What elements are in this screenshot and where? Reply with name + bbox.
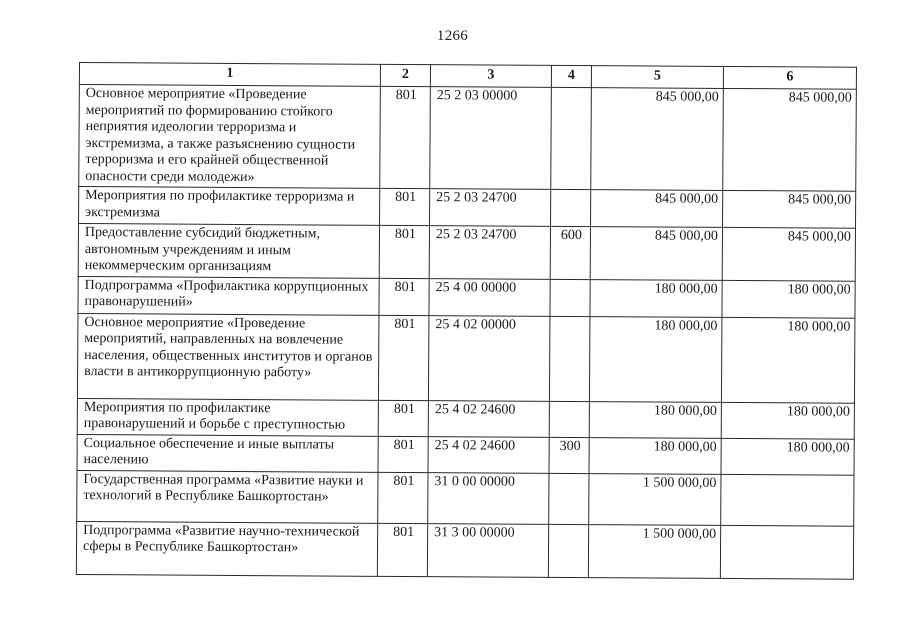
table-row xyxy=(76,521,853,579)
row-csr: 31 3 00 00000 xyxy=(427,523,548,577)
row-code: 801 xyxy=(378,400,428,436)
row-amount-2: 845 000,00 xyxy=(723,88,857,191)
row-csr: 25 4 02 24600 xyxy=(428,436,549,473)
row-vr xyxy=(549,473,589,524)
row-name: Подпрограмма «Профилактика коррупционных правонарушений» xyxy=(78,276,379,315)
row-name: Подпрограмма «Развитие научно-технической сферы в Республике Башкортостан» xyxy=(76,521,377,576)
row-amount-2: 845 000,00 xyxy=(722,227,855,280)
row-code: 801 xyxy=(378,472,428,523)
row-code: 801 xyxy=(377,523,427,576)
row-code: 801 xyxy=(380,188,430,225)
table-row xyxy=(78,224,855,281)
column-header: 6 xyxy=(723,66,856,89)
row-code: 801 xyxy=(379,278,429,315)
row-amount-2: 180 000,00 xyxy=(722,280,855,318)
row-csr: 25 2 03 00000 xyxy=(430,87,552,190)
row-csr: 25 4 02 24600 xyxy=(428,400,549,437)
row-vr xyxy=(550,279,590,316)
row-amount-1: 845 000,00 xyxy=(591,88,724,191)
column-header: 3 xyxy=(430,65,551,88)
row-amount-1: 180 000,00 xyxy=(589,401,721,438)
table-row xyxy=(77,434,854,475)
row-amount-1: 845 000,00 xyxy=(591,190,723,228)
row-vr xyxy=(549,316,590,401)
row-vr: 600 xyxy=(550,226,590,279)
row-csr: 31 0 00 00000 xyxy=(428,472,549,524)
row-amount-1: 180 000,00 xyxy=(590,279,722,317)
column-header: 4 xyxy=(551,65,591,87)
column-header: 2 xyxy=(380,64,430,86)
row-name: Социальное обеспечение и иные выплаты населению xyxy=(77,434,378,472)
row-amount-2: 180 000,00 xyxy=(721,402,854,439)
row-vr xyxy=(551,189,591,226)
table-row xyxy=(79,85,857,192)
table-row xyxy=(79,187,856,229)
row-code: 801 xyxy=(379,225,429,278)
row-vr xyxy=(548,524,588,577)
row-name: Государственная программа «Развитие науки и технологий в Республике Башкортостан» xyxy=(77,470,378,523)
row-amount-1: 1 500 000,00 xyxy=(588,524,720,578)
page-number: 1266 xyxy=(436,28,469,44)
row-vr: 300 xyxy=(549,437,589,473)
row-csr: 25 4 02 00000 xyxy=(428,315,550,401)
table-row xyxy=(78,276,855,318)
row-csr: 25 2 03 24700 xyxy=(430,189,551,227)
row-code: 801 xyxy=(378,436,428,472)
row-csr: 25 2 03 24700 xyxy=(429,226,550,279)
row-name: Предоставление субсидий бюджетным, автономным учреждениям и иным некоммерческим организациям xyxy=(78,224,379,278)
row-amount-2 xyxy=(720,525,853,579)
row-amount-2: 845 000,00 xyxy=(723,190,856,228)
row-vr xyxy=(549,401,589,437)
table-row xyxy=(77,313,855,403)
row-amount-1: 180 000,00 xyxy=(589,437,721,474)
column-header: 5 xyxy=(591,66,723,89)
row-csr: 25 4 00 00000 xyxy=(429,278,550,316)
row-vr xyxy=(551,87,592,189)
row-amount-1: 1 500 000,00 xyxy=(589,473,721,525)
row-name: Мероприятия по профилактике терроризма и экстремизма xyxy=(79,187,380,226)
row-name: Основное мероприятие «Проведение мероприятий по формированию стойкого неприятия идеологии терроризма и экстремизма, а также разъяснению сущности терроризма и его крайней общественной опасности среди молодежи» xyxy=(79,85,381,189)
row-name: Основное мероприятие «Проведение мероприятий, направленных на вовлечение населения, общественных институтов и органов власти в антикоррупционную работу» xyxy=(77,313,379,400)
column-header: 1 xyxy=(79,63,380,87)
budget-table xyxy=(76,62,857,579)
row-amount-1: 180 000,00 xyxy=(589,316,722,402)
row-amount-1: 845 000,00 xyxy=(590,227,722,280)
row-name: Мероприятия по профилактике правонарушений и борьбе с преступностью xyxy=(77,398,378,436)
table-row xyxy=(77,470,854,526)
row-code: 801 xyxy=(378,315,429,400)
row-amount-2 xyxy=(721,474,854,526)
row-amount-2: 180 000,00 xyxy=(721,438,854,475)
row-amount-2: 180 000,00 xyxy=(721,317,855,403)
table-row xyxy=(77,398,854,439)
row-code: 801 xyxy=(380,86,431,188)
